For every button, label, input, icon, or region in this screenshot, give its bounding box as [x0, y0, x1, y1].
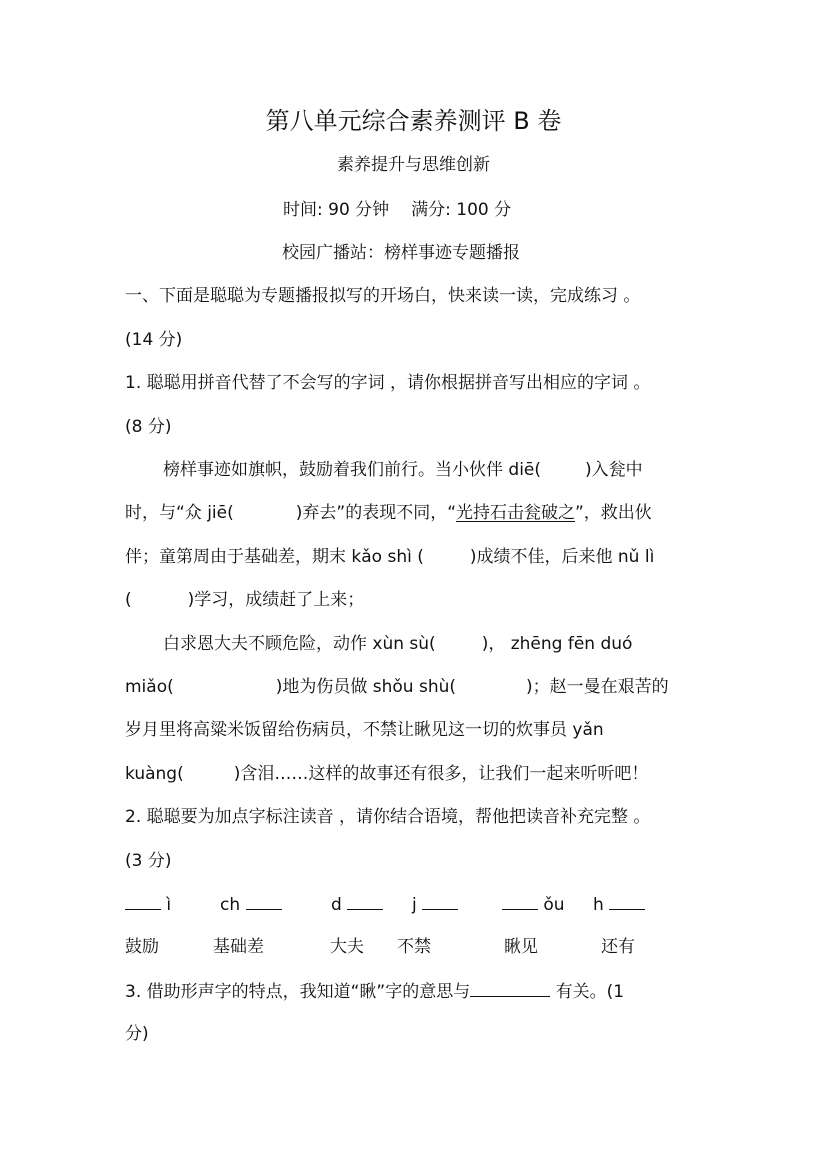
- q2-word: 基础差: [213, 937, 264, 957]
- q2-points: (3 分): [125, 851, 172, 871]
- passage-line: [163, 633, 632, 655]
- part1-heading: 一、下面是聪聪为专题播报拟写的开场白，快来读一读，完成练习 。: [125, 286, 641, 306]
- passage-line: [125, 589, 364, 611]
- q3-text-part: 有关。(1: [555, 982, 625, 1002]
- passage-text: )；赵一曼在艰苦的: [526, 677, 669, 697]
- pinyin-blank[interactable]: [422, 893, 458, 910]
- q1-points: (8 分): [125, 417, 172, 437]
- pinyin-hint: ch: [220, 895, 241, 915]
- passage-line: [163, 459, 643, 481]
- passage-text: )成绩不佳，后来他 nǔ lì: [469, 547, 655, 567]
- pinyin-answer: [502, 893, 565, 916]
- q2-word: 不禁: [397, 937, 431, 957]
- passage-text: )弃去”的表现不同，“: [295, 503, 456, 523]
- q2-word: 鼓励: [125, 937, 159, 957]
- q2-word: 还有: [601, 937, 635, 957]
- passage-text: 白求恩大夫不顾危险，动作 xùn sù(: [163, 634, 436, 654]
- pinyin-hint: ì: [166, 895, 172, 915]
- passage-text: ”，救出伙: [575, 503, 652, 523]
- passage-line: [125, 763, 648, 785]
- passage-line: [125, 546, 654, 568]
- pinyin-hint: ǒu: [543, 895, 565, 915]
- exam-info: [283, 199, 511, 221]
- passage-text: kuàng(: [125, 764, 184, 784]
- full-score: 满分: 100 分: [411, 200, 512, 220]
- pinyin-blank[interactable]: [502, 893, 538, 910]
- q2-word: 瞅见: [504, 937, 538, 957]
- pinyin-blank[interactable]: [125, 893, 161, 910]
- page-title: 第八单元综合素养测评 B 卷: [265, 107, 562, 135]
- passage-line: 岁月里将高粱米饭留给伤病员，不禁让瞅见这一切的炊事员 yǎn: [125, 720, 604, 740]
- passage-text: )地为伤员做 shǒu shù(: [275, 677, 457, 697]
- underlined-phrase: 光持石击瓮破之: [456, 503, 575, 523]
- passage-text: (: [125, 590, 132, 610]
- time-limit: 时间: 90 分钟: [283, 200, 390, 220]
- pinyin-hint: d: [331, 895, 342, 915]
- passage-text: 榜样事迹如旗帜，鼓励着我们前行。当小伙伴 diē(: [163, 460, 542, 480]
- section-theme: 校园广播站：榜样事迹专题播报: [282, 243, 520, 263]
- passage-text: )含泪……这样的故事还有很多，让我们一起来听听吧！: [233, 764, 649, 784]
- pinyin-answer: [593, 893, 645, 916]
- pinyin-blank[interactable]: [246, 893, 282, 910]
- passage-text: )入瓮中: [585, 460, 643, 480]
- passage-text: )， zhēng fēn duó: [481, 634, 633, 654]
- pinyin-blank[interactable]: [609, 893, 645, 910]
- passage-text: 伴；童第周由于基础差，期末 kǎo shì (: [125, 547, 424, 567]
- passage-line: [125, 676, 669, 698]
- pinyin-answer: [331, 893, 383, 916]
- pinyin-answer: [412, 893, 458, 916]
- pinyin-hint: h: [593, 895, 604, 915]
- q2-word: 大夫: [330, 937, 364, 957]
- pinyin-answer: [125, 893, 171, 916]
- passage-text: miǎo(: [125, 677, 174, 697]
- passage-text: )学习，成绩赶了上来；: [187, 590, 365, 610]
- pinyin-hint: j: [412, 895, 417, 915]
- q1-text: 1. 聪聪用拼音代替了不会写的字词 ，请你根据拼音写出相应的字词 。: [125, 373, 651, 393]
- passage-text: 时，与“众 jiē(: [125, 503, 234, 523]
- part1-points: (14 分): [125, 330, 183, 350]
- subtitle: 素养提升与思维创新: [337, 155, 490, 175]
- pinyin-answer: [220, 893, 282, 916]
- q2-text: 2. 聪聪要为加点字标注读音 ，请你结合语境，帮他把读音补充完整 。: [125, 807, 651, 827]
- q3-text: [125, 980, 624, 1003]
- q3-points: 分): [125, 1024, 149, 1044]
- q3-text-part: 3. 借助形声字的特点，我知道“瞅”字的意思与: [125, 982, 471, 1002]
- pinyin-blank[interactable]: [347, 893, 383, 910]
- passage-line: [125, 502, 652, 524]
- answer-blank[interactable]: [470, 980, 550, 997]
